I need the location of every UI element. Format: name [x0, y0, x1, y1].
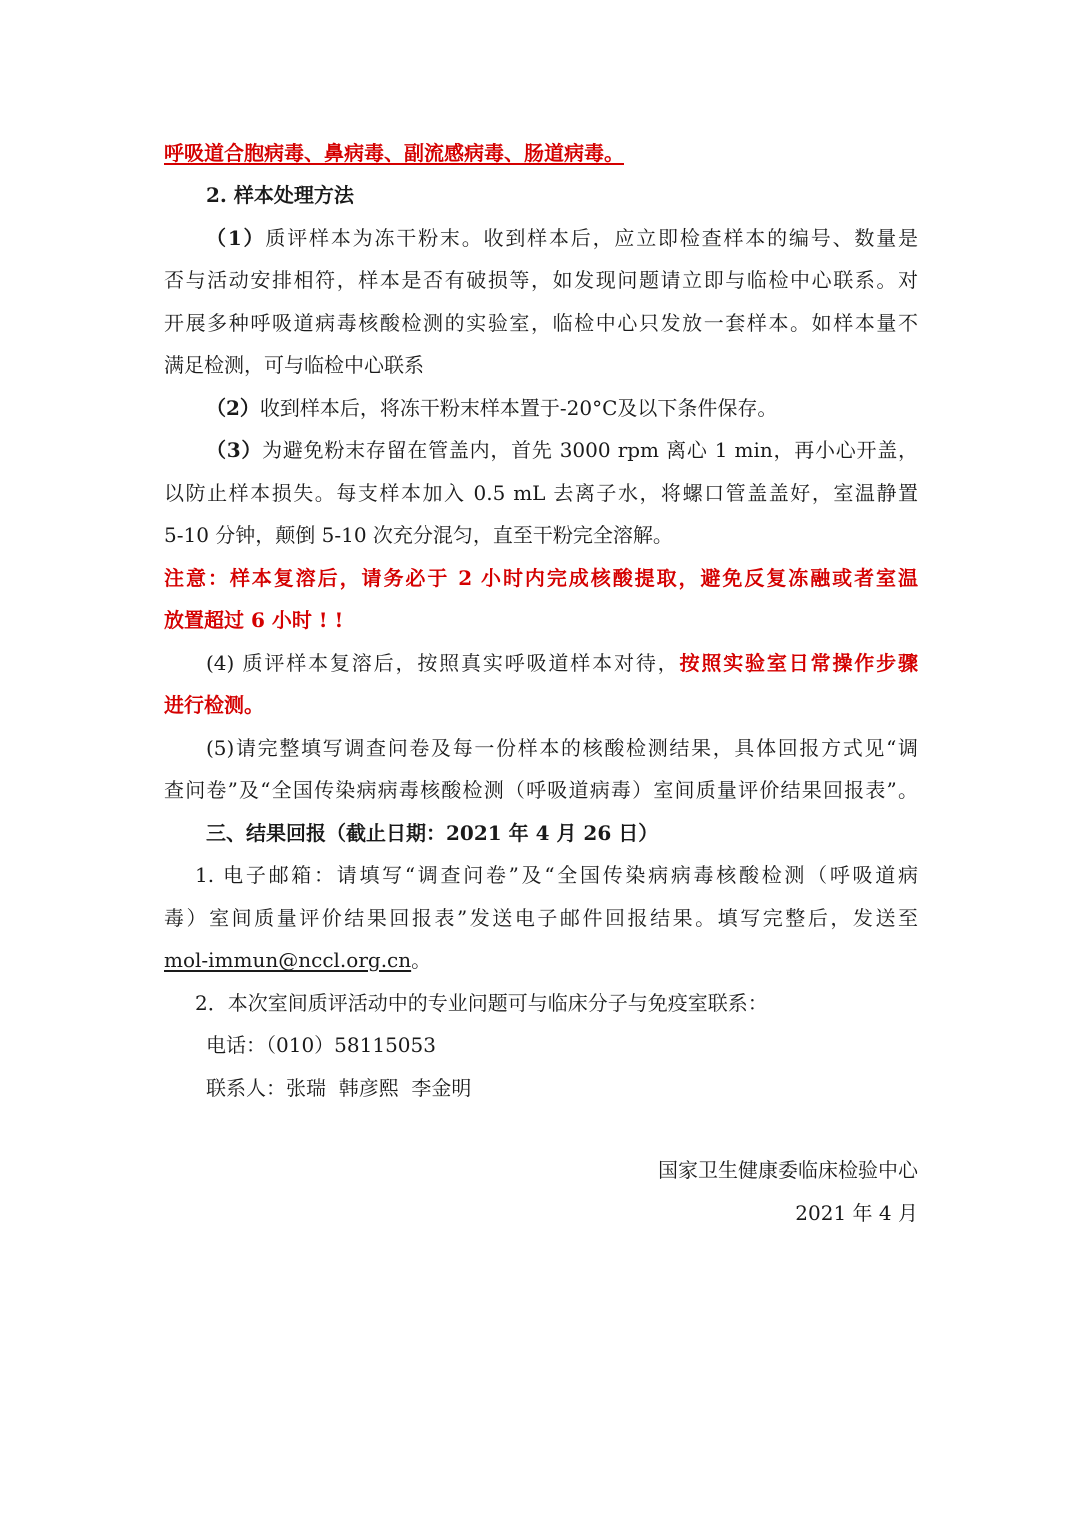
paragraph-1-line-1 [206, 223, 918, 253]
section-heading-sample-processing: 2. 样本处理方法 [206, 183, 354, 207]
phone-line: 电话：（010）58115053 [206, 1033, 436, 1057]
paragraph-3-line-1 [206, 435, 918, 465]
item-4-emphasis: 按照实验室日常操作步骤 [679, 651, 919, 675]
paragraph-2-line-1 [206, 393, 918, 423]
paragraph-1-line-2: 否与活动安排相符，样本是否有破损等，如发现问题请立即与临检中心联系。对 [164, 268, 918, 292]
paragraph-3-line-2: 以防止样本损失。每支样本加入 0.5 mL 去离子水，将螺口管盖盖好，室温静置 [164, 481, 918, 505]
item-4-text: (4) 质评样本复溶后，按照真实呼吸道样本对待， [206, 651, 680, 675]
signature-date: 2021 年 4 月 [795, 1201, 918, 1225]
paragraph-4-line-1 [206, 648, 918, 678]
email-link[interactable]: mol-immun@nccl.org.cn [164, 948, 412, 972]
item-3-number: （3） [206, 438, 263, 462]
paragraph-5-line-2: 查问卷”及“全国传染病病毒核酸检测（呼吸道病毒）室间质量评价结果回报表”。 [164, 778, 918, 802]
paragraph-5-line-1: (5)请完整填写调查问卷及每一份样本的核酸检测结果，具体回报方式见“调 [206, 736, 918, 760]
item-3-text: 为避免粉末存留在管盖内，首先 3000 rpm 离心 1 min，再小心开盖， [262, 438, 918, 462]
paragraph-1-line-3: 开展多种呼吸道病毒核酸检测的实验室，临检中心只发放一套样本。如样本量不 [164, 311, 918, 335]
item-2-text: 收到样本后，将冻干粉末样本置于-20°C及以下条件保存。 [259, 396, 778, 420]
virus-list-text: 呼吸道合胞病毒、鼻病毒、副流感病毒、肠道病毒。 [164, 141, 624, 165]
paragraph-4-line-2: 进行检测。 [164, 693, 264, 717]
paragraph-1-line-4: 满足检测，可与临检中心联系 [164, 353, 424, 377]
email-paragraph-line-2: 毒）室间质量评价结果回报表”发送电子邮件回报结果。填写完整后，发送至 [164, 906, 918, 930]
item-1-text: 质评样本为冻干粉末。收到样本后，应立即检查样本的编号、数量是 [265, 226, 919, 250]
signature-organization: 国家卫生健康委临床检验中心 [658, 1158, 918, 1182]
virus-list-line [164, 138, 918, 168]
paragraph-3-line-3: 5-10 分钟，颠倒 5-10 次充分混匀，直至干粉完全溶解。 [164, 523, 673, 547]
email-period: 。 [411, 948, 432, 972]
section-heading-results: 三、结果回报（截止日期：2021 年 4 月 26 日） [206, 821, 659, 845]
item-2-number: （2） [206, 396, 260, 420]
warning-line-1: 注意：样本复溶后，请务必于 2 小时内完成核酸提取，避免反复冻融或者室温 [164, 566, 918, 590]
contact-persons-line: 联系人：张瑞 韩彦熙 李金明 [206, 1076, 472, 1100]
warning-line-2: 放置超过 6 小时 ! ! [164, 608, 344, 632]
contact-paragraph: 2．本次室间质评活动中的专业问题可与临床分子与免疫室联系： [195, 991, 768, 1015]
email-paragraph-line-3 [164, 945, 918, 975]
email-paragraph-line-1: 1. 电子邮箱：请填写“调查问卷”及“全国传染病病毒核酸检测（呼吸道病 [195, 863, 918, 887]
item-1-number: （1） [206, 226, 266, 250]
